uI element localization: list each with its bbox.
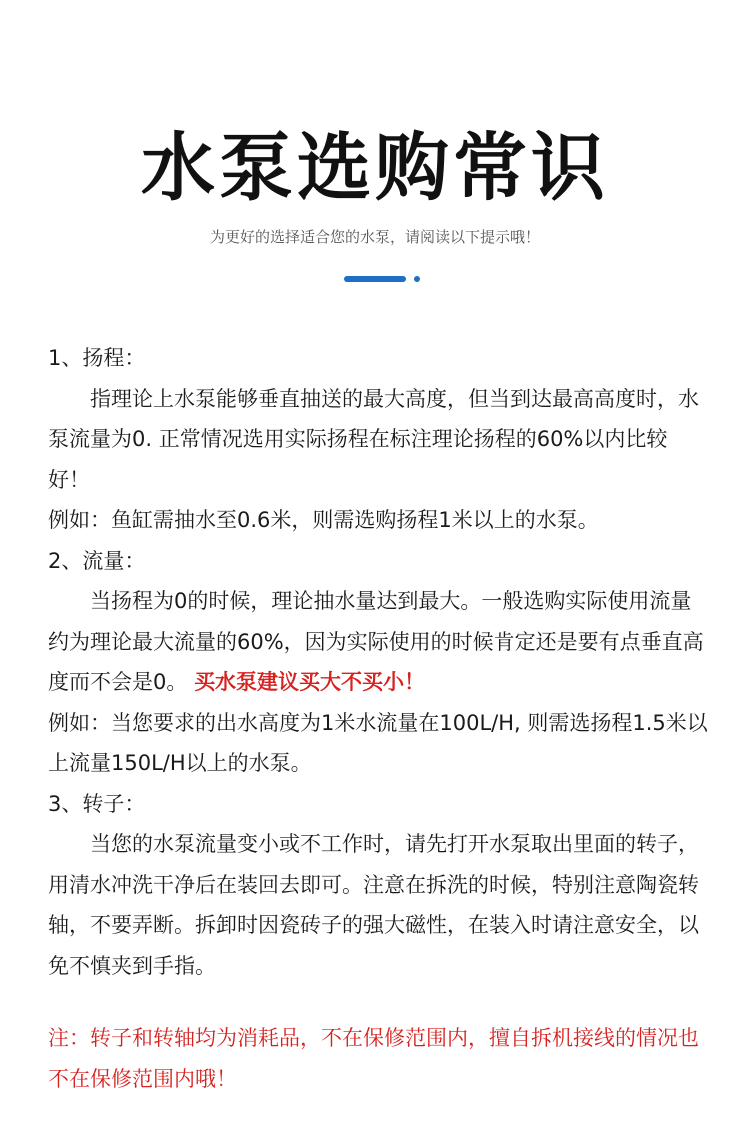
section-body-head: 指理论上水泵能够垂直抽送的最大高度，但当到达最高高度时，水泵流量为0. 正常情况选用实际扬程在标注理论扬程的60%以内比较好！	[48, 386, 699, 492]
section-body-flow	[48, 581, 708, 703]
page-title: 水泵选购常识	[141, 125, 609, 211]
divider-bar	[344, 276, 406, 282]
section-heading-rotor: 3、转子：	[48, 791, 146, 816]
section-body-flow-text: 当扬程为0的时候，理论抽水量达到最大。一般选购实际使用流量约为理论最大流量的60%，因为实际使用的时候肯定还是要有点垂直高度而不会是0。	[48, 589, 704, 694]
section-example-flow: 例如：当您要求的出水高度为1米水流量在100L/H, 则需选扬程1.5米以上流量150L/H以上的水泵。	[48, 710, 708, 775]
title-divider	[344, 276, 424, 282]
buy-advice-highlight: 买水泵建议买大不买小！	[194, 670, 426, 694]
section-heading-head: 1、扬程：	[48, 346, 146, 370]
warranty-note: 注：转子和转轴均为消耗品，不在保修范围内，擅自拆机接线的情况也不在保修范围内哦！	[48, 1026, 699, 1091]
tips-content	[48, 338, 708, 986]
page-subtitle: 为更好的选择适合您的水泵，请阅读以下提示哦！	[209, 228, 540, 246]
section-example-head: 例如：鱼缸需抽水至0.6米，则需选购扬程1米以上的水泵。	[48, 508, 599, 532]
section-body-rotor: 当您的水泵流量变小或不工作时，请先打开水泵取出里面的转子，用清水冲洗干净后在装回去即可。注意在拆洗的时候，特别注意陶瓷转轴，不要弄断。拆卸时因瓷砖子的强大磁性，在装入时请注意安全，以免不慎夹到手指。	[48, 832, 699, 978]
divider-dot	[414, 276, 420, 282]
section-heading-flow: 2、流量：	[48, 548, 146, 573]
